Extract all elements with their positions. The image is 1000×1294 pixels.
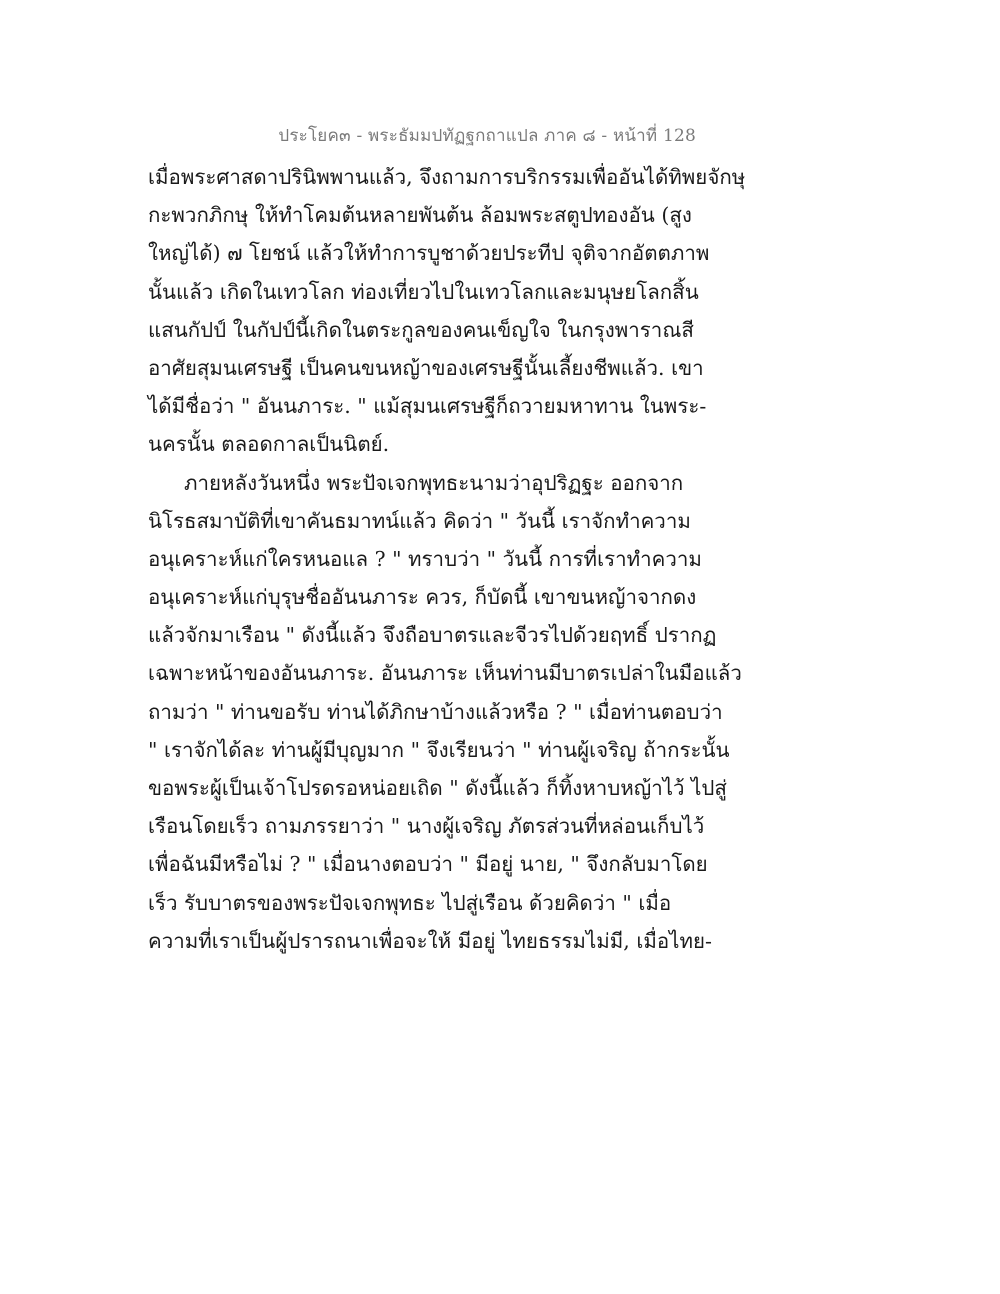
body-text — [148, 158, 746, 960]
text-line: ได้มีชื่อว่า " อันนภาระ. " แม้สุมนเศรษฐีก็ถวายมหาทาน ในพระ- — [148, 394, 707, 419]
text-line: อนุเคราะห์แก่บุรุษชื่ออันนภาระ ควร, ก็บัดนี้ เขาขนหญ้าจากดง — [148, 585, 697, 610]
text-line: อาศัยสุมนเศรษฐี เป็นคนขนหญ้าของเศรษฐีนั้นเลี้ยงชีพแล้ว. เขา — [148, 355, 704, 380]
text-line: เมื่อพระศาสดาปรินิพพานแล้ว, จึงถามการบริกรรมเพื่ออันได้ทิพยจักษุ — [148, 165, 746, 189]
text-line: นั้นแล้ว เกิดในเทวโลก ท่องเที่ยวไปในเทวโลกและมนุษยโลกสิ้น — [148, 279, 699, 304]
running-header: ประโยค๓ - พระธัมมปทัฏฐกถาแปล ภาค ๘ - หน้าที่ 128 — [278, 126, 696, 146]
text-line: นิโรธสมาบัติที่เขาคันธมาทน์แล้ว คิดว่า " วันนี้ เราจักทำความ — [148, 508, 691, 533]
text-line: เฉพาะหน้าของอันนภาระ. อันนภาระ เห็นท่านมีบาตรเปล่าในมือแล้ว — [148, 661, 742, 686]
text-line: " เราจักได้ละ ท่านผู้มีบุญมาก " จึงเรียนว่า " ท่านผู้เจริญ ถ้ากระนั้น — [148, 737, 730, 762]
text-line: เพื่อฉันมีหรือไม่ ? " เมื่อนางตอบว่า " มีอยู่ นาย, " จึงกลับมาโดย — [148, 852, 708, 877]
text-line: เร็ว รับบาตรของพระปัจเจกพุทธะ ไปสู่เรือน ด้วยคิดว่า " เมื่อ — [148, 890, 672, 915]
paragraph-first-line: ภายหลังวันหนึ่ง พระปัจเจกพุทธะนามว่าอุปริฏฐะ ออกจาก — [184, 470, 684, 495]
text-line: ใหญ่ได้) ๗ โยชน์ แล้วให้ทำการบูชาด้วยประทีป จุติจากอัตตภาพ — [148, 241, 710, 266]
text-line: กะพวกภิกษุ ให้ทำโคมต้นหลายพันต้น ล้อมพระสตูปทองอัน (สูง — [148, 203, 692, 228]
text-line: แสนกัปป์ ในกัปป์นี้เกิดในตระกูลของคนเข็ญใจ ในกรุงพาราณสี — [148, 317, 694, 342]
text-line: ความที่เราเป็นผู้ปรารถนาเพื่อจะให้ มีอยู่ ไทยธรรมไม่มี, เมื่อไทย- — [148, 928, 712, 953]
text-line: แล้วจักมาเรือน " ดังนี้แล้ว จึงถือบาตรและจีวรไปด้วยฤทธิ์ ปรากฏ — [148, 623, 717, 648]
text-line: นครนั้น ตลอดกาลเป็นนิตย์. — [148, 432, 390, 457]
text-line: ถามว่า " ท่านขอรับ ท่านได้ภิกษาบ้างแล้วหรือ ? " เมื่อท่านตอบว่า — [148, 699, 723, 724]
text-line: เรือนโดยเร็ว ถามภรรยาว่า " นางผู้เจริญ ภัตรส่วนที่หล่อนเก็บไว้ — [148, 814, 705, 839]
text-line: อนุเคราะห์แก่ใครหนอแล ? " ทราบว่า " วันนี้ การที่เราทำความ — [148, 546, 702, 571]
text-line: ขอพระผู้เป็นเจ้าโปรดรอหน่อยเถิด " ดังนี้แล้ว ก็ทิ้งหาบหญ้าไว้ ไปสู่ — [148, 776, 727, 800]
